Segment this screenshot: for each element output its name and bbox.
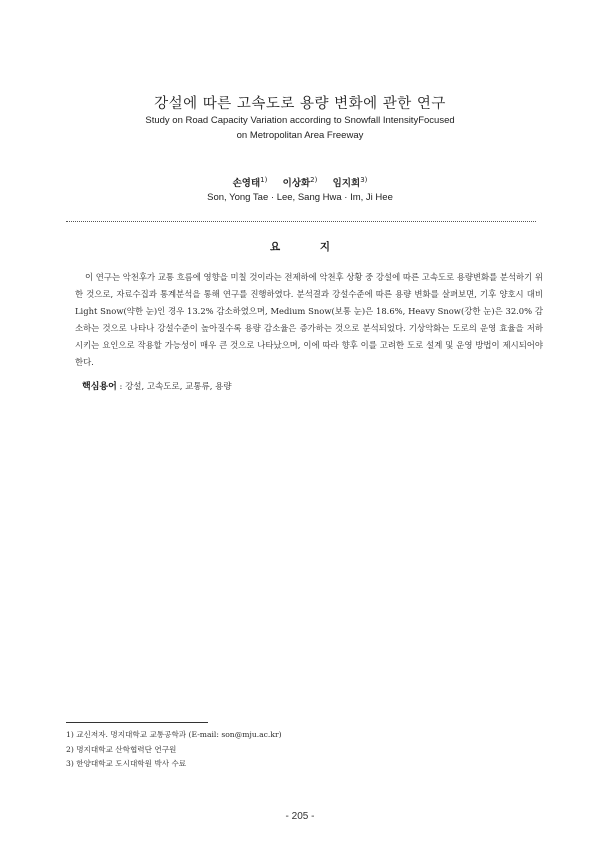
footnote-divider (66, 722, 208, 723)
author-2 (283, 178, 318, 189)
author-1 (233, 178, 268, 189)
keywords-values: 강설, 고속도로, 교통류, 용량 (125, 382, 232, 392)
paper-title-korean: 강설에 따른 고속도로 용량 변화에 관한 연구 (154, 96, 446, 112)
author-3-footnote-mark: 3) (360, 176, 368, 184)
author-list-korean (0, 175, 600, 189)
footnote-1: 1) 교신저자. 명지대학교 교통공학과 (E-mail: son@mju.ac.kr) (66, 730, 282, 739)
author-list-english: Son, Yong Tae · Lee, Sang Hwa · Im, Ji Hee (207, 192, 393, 203)
keywords-label: 핵심용어 (82, 382, 117, 392)
author-3 (333, 178, 368, 189)
footnotes (66, 728, 536, 772)
header-divider (66, 221, 536, 222)
author-3-name: 임지희 (332, 178, 361, 189)
paper-title-english-line-1: Study on Road Capacity Variation according to Snowfall IntensityFocused (145, 115, 455, 126)
author-2-footnote-mark: 2) (310, 176, 318, 184)
footnote-2: 2) 명지대학교 산학협력단 연구원 (66, 744, 177, 754)
abstract-heading: 요 지 (270, 241, 348, 253)
abstract-text: 이 연구는 악천후가 교통 흐름에 영향을 미칠 것이라는 전제하에 악천후 상황 중 강설에 따른 고속도로 용량변화를 분석하기 위한 것으로, 자료수집과 통계분석을 통해 연구를 진행하였다. 분석결과 강설수준에 따른 용량 변화를 살펴보면, 기후 양호시 대비 Light Snow(약한 눈)인 경우 13.2% 감소하였으며, Medium Snow(보통 눈)은 18.6%, Heavy Snow(강한 눈)은 32.0% 감소하는 것으로 나타나 강설수준이 높아질수록 용량 감소율은 증가하는 것으로 분석되었다. 기상악화는 도로의 운영 효율을 저하시키는 요인으로 작용할 가능성이 매우 큰 것으로 나타났으며, 이에 따라 향후 이를 고려한 도로 설계 및 운영 방법이 제시되어야 한다. (75, 272, 543, 367)
paper-title-english-line-2: on Metropolitan Area Freeway (236, 130, 364, 141)
author-1-footnote-mark: 1) (260, 176, 268, 184)
keywords-separator: : (116, 382, 126, 392)
keywords (82, 379, 532, 392)
footnote-3: 3) 한양대학교 도시대학원 박사 수료 (66, 759, 187, 768)
page-number: - 205 - (285, 811, 315, 822)
author-1-name: 손영태 (232, 178, 261, 189)
author-2-name: 이상화 (282, 178, 311, 189)
paper-title-english (140, 113, 460, 143)
